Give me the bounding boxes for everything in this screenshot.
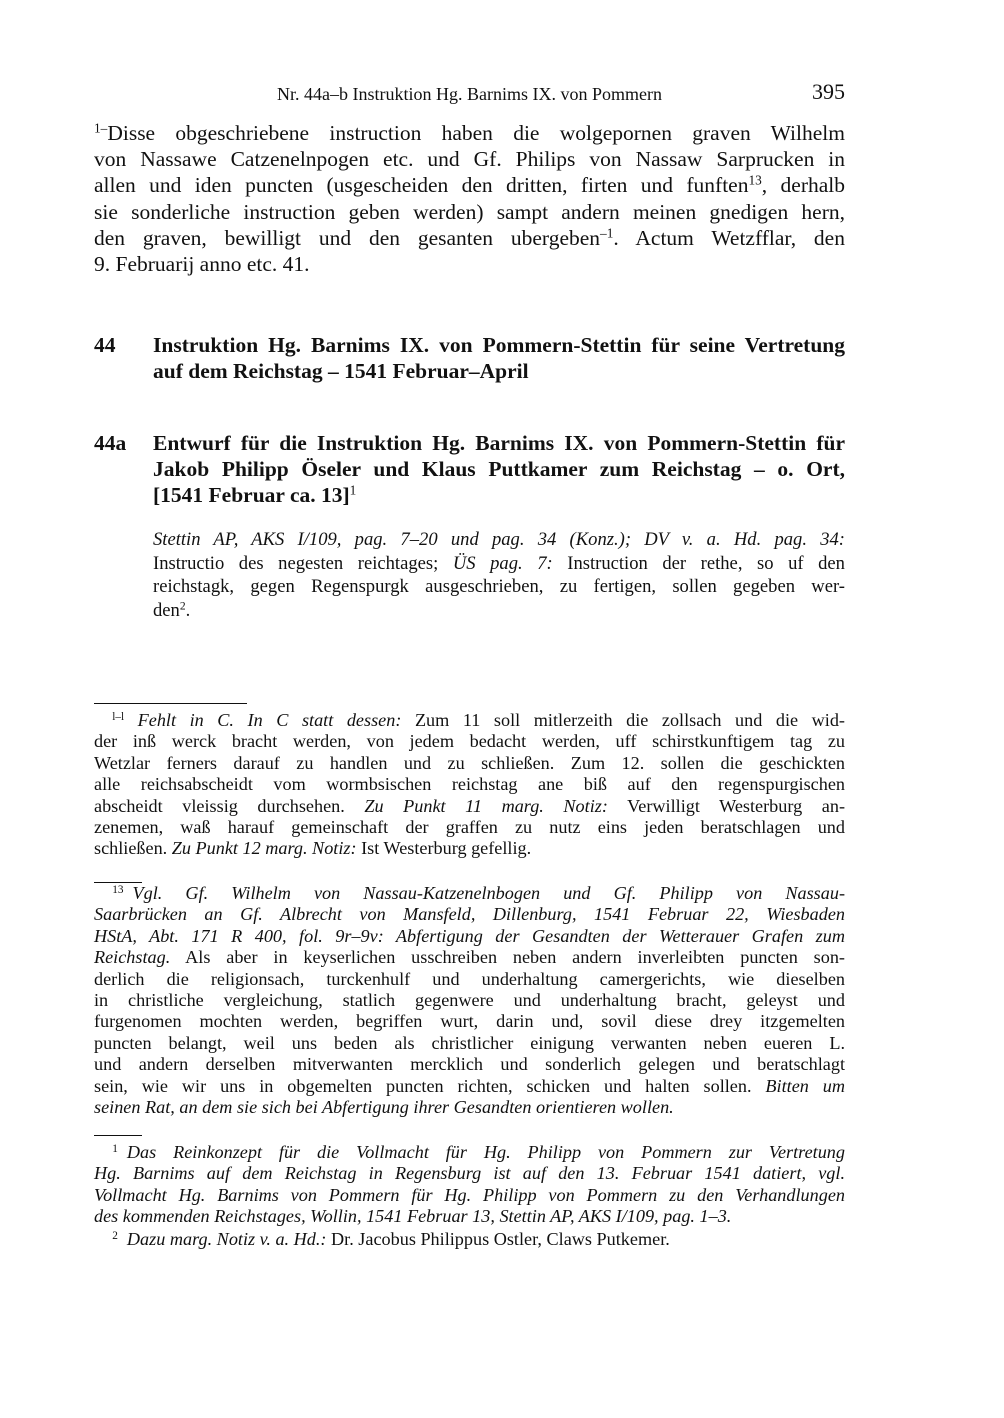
- text: Als aber in keyserlichen usschreiben neben andern inverleibten puncten son-: [170, 947, 845, 968]
- heading-line: Instruktion Hg. Barnims IX. von Pommern-Stettin für seine Vertretung: [153, 333, 845, 357]
- text-line: [94, 1011, 845, 1032]
- text: Instructio des negesten reichtages;: [153, 552, 453, 574]
- footnote-marker: –1: [600, 225, 614, 241]
- text-line: [153, 528, 845, 552]
- footnote-marker: l–l: [112, 710, 125, 723]
- text: den graven, bewilligt und den gesanten ubergeben: [94, 225, 601, 250]
- section-number: 44: [94, 333, 116, 357]
- text: [94, 1229, 112, 1249]
- text: der inß werck bracht werden, von jedem bedacht werden, uff schirstkunftigem tag zu: [94, 731, 845, 752]
- footnote-marker: 2: [179, 600, 186, 613]
- text: [94, 710, 112, 730]
- text-line: [94, 1054, 845, 1075]
- italic-text: Zu Punkt 11 marg. Notiz:: [364, 795, 608, 816]
- italic-text: Hg. Barnims auf dem Reichstag in Regensburg ist auf den 13. Februar 1541 datiert, vgl.: [94, 1163, 845, 1184]
- italic-text: Vollmacht Hg. Barnims von Pommern für Hg. Philipp von Pommern zu den Verhandlungen: [94, 1184, 845, 1205]
- footnote-13: [94, 883, 845, 1118]
- italic-text: seinen Rat, an dem sie sich bei Abfertigung ihrer Gesandten orientieren wollen.: [94, 1097, 674, 1118]
- footnote-divider: [94, 703, 247, 704]
- italic-text: Vgl. Gf. Wilhelm von Nassau-Katzenelnbogen und Gf. Philipp von Nassau-: [132, 883, 845, 903]
- text: derlich die religionsach, turckenhulf und underhaltung camergerichts, wie dieselben: [94, 968, 845, 989]
- text: puncten belangt, weil uns beden als christlicher einigung verwanten neben eueren L.: [94, 1032, 845, 1053]
- text: reichstagk, gegen Regenspurgk ausgeschrieben, zu fertigen, sollen gegeben wer-: [153, 576, 845, 597]
- text: Dr. Jacobus Philippus Ostler, Claws Putkemer.: [326, 1229, 670, 1249]
- italic-text: Bitten um: [765, 1075, 845, 1096]
- heading-line: Entwurf für die Instruktion Hg. Barnims IX. von Pommern-Stettin für: [153, 431, 845, 455]
- text-line: [94, 947, 845, 968]
- heading-line: [153, 482, 845, 508]
- footnote-2: [94, 1229, 845, 1250]
- text-line: [94, 1206, 845, 1227]
- italic-text: Saarbrücken an Gf. Albrecht von Mansfeld, Dillenburg, 1541 Februar 22, Wiesbaden: [94, 904, 845, 925]
- text-line: [94, 883, 845, 904]
- text-line: [94, 796, 845, 817]
- text-line: [94, 120, 845, 146]
- text-line: [94, 774, 845, 795]
- footnote-marker: 1: [112, 1142, 118, 1155]
- page-number: 395: [812, 79, 845, 104]
- text: und andern derselben mitverwanten mercklich und sonderlich gelegen und beratschlagt: [94, 1054, 845, 1075]
- section-number: 44a: [94, 431, 127, 455]
- text-line: [94, 926, 845, 947]
- document-paragraph: [94, 120, 845, 277]
- text-line: [94, 146, 845, 172]
- italic-text: Fehlt in C. In C statt dessen:: [137, 710, 402, 730]
- text: [124, 710, 138, 730]
- text-line: [94, 1185, 845, 1206]
- text-line: [94, 1076, 845, 1097]
- text: furgenomen mochten werden, begriffen wurt, darin und, sovil diese drey itzgemelten: [94, 1011, 845, 1032]
- heading-line: auf dem Reichstag – 1541 Februar–April: [153, 359, 529, 383]
- footnote-l: [94, 710, 845, 860]
- text-line: [94, 817, 845, 838]
- text-line: [94, 710, 845, 731]
- text-line: [94, 199, 845, 225]
- footnote-marker: 13: [112, 883, 124, 896]
- text: Wetzlar ferners darauf zu handlen und zu schließen. Zum 12. sollen die geschickten: [94, 752, 845, 773]
- italic-text: Dazu marg. Notiz v. a. Hd.:: [126, 1229, 327, 1249]
- italic-text: Stettin AP, AKS I/109, pag. 7–20 und pag. 34 (Konz.); DV v. a. Hd. pag. 34:: [153, 529, 845, 550]
- text: schließen.: [94, 838, 172, 859]
- text: allen und iden puncten (usgescheiden den dritten, firten und funften: [94, 173, 749, 198]
- text: [94, 1142, 112, 1162]
- text-line: [94, 1097, 845, 1118]
- italic-text: des kommenden Reichstages, Wollin, 1541 Februar 13, Stettin AP, AKS I/109, pag. 1–3.: [94, 1206, 732, 1227]
- running-header: [94, 79, 845, 108]
- text: [118, 1142, 127, 1162]
- footnote-ref: 1: [349, 482, 357, 498]
- text: abscheidt vleissig durchsehen.: [94, 795, 365, 816]
- text: zenemen, waß harauf gemeinschaft der graffen zu nutz eins jeden beratschlagen und: [94, 817, 845, 838]
- text: von Nassawe Catzenelnpogen etc. und Gf. Philips von Nassaw Sarprucken in: [94, 147, 845, 172]
- text: [123, 883, 132, 903]
- text-line: [94, 1142, 845, 1163]
- heading-line: Jakob Philipp Öseler und Klaus Puttkamer zum Reichstag – o. Ort,: [153, 457, 845, 481]
- italic-text: ÜS pag. 7:: [452, 552, 553, 574]
- text: alle reichsabscheidt vom wormbsischen reichstag ane biß auf den regenspurgischen: [94, 774, 845, 795]
- text: in christliche vergleichung, statlich gegenwere und underhaltung bracht, geleyst und: [94, 990, 845, 1011]
- text-line: [94, 1033, 845, 1054]
- text: Ist Westerburg gefellig.: [356, 838, 532, 859]
- text-line: [153, 599, 845, 623]
- text-line: [94, 731, 845, 752]
- text-line: [94, 990, 845, 1011]
- text-line: [94, 904, 845, 925]
- source-note: [153, 528, 845, 622]
- text-line: [94, 1163, 845, 1184]
- text: sie sonderliche instruction geben werden) sampt andern meinen gnedigen hern,: [94, 199, 845, 224]
- italic-text: Das Reinkonzept für die Vollmacht für Hg. Philipp von Pommern zur Vertretung: [126, 1142, 845, 1162]
- text: Zum 11 soll mitlerzeith die zollsach und die wid-: [401, 710, 845, 730]
- text-line: [94, 838, 845, 859]
- text: . Actum Wetzfflar, den: [613, 225, 845, 250]
- footnote-marker: 1–: [94, 120, 108, 136]
- italic-text: HStA, Abt. 171 R 400, fol. 9r–9v: Abfertigung der Gesandten der Wetterauer Grafen zum: [94, 925, 845, 946]
- text: [118, 1229, 127, 1249]
- footnote-marker: 2: [112, 1229, 118, 1242]
- text-line: [94, 172, 845, 198]
- text-line: [94, 753, 845, 774]
- text-line: [94, 251, 845, 277]
- footnote-marker: 13: [748, 173, 762, 189]
- running-header-title: Nr. 44a–b Instruktion Hg. Barnims IX. von Pommern: [277, 84, 662, 104]
- footnote-1: [94, 1142, 845, 1228]
- text-line: [153, 552, 845, 576]
- text: .: [185, 599, 191, 621]
- text: , derhalb: [761, 173, 845, 198]
- text-line: [153, 575, 845, 599]
- text: Instruction der rethe, so uf den: [552, 552, 845, 574]
- text: 9. Februarij anno etc. 41.: [94, 252, 310, 277]
- text: den: [153, 599, 180, 621]
- italic-text: Reichstag.: [94, 947, 171, 968]
- text: [94, 883, 112, 903]
- heading-text: [1541 Februar ca. 13]: [153, 483, 350, 507]
- text-line: [94, 969, 845, 990]
- text-line: [94, 1229, 845, 1250]
- text-line: [94, 225, 845, 251]
- italic-text: Zu Punkt 12 marg. Notiz:: [171, 838, 357, 859]
- text: Disse obgeschriebene instruction haben die wolgepornen graven Wilhelm: [107, 121, 845, 145]
- footnote-divider: [94, 1135, 142, 1136]
- text: sein, wie wir uns in obgemelten puncten richten, schicken und halten sollen.: [94, 1075, 766, 1096]
- text: Verwilligt Westerburg an-: [607, 795, 845, 816]
